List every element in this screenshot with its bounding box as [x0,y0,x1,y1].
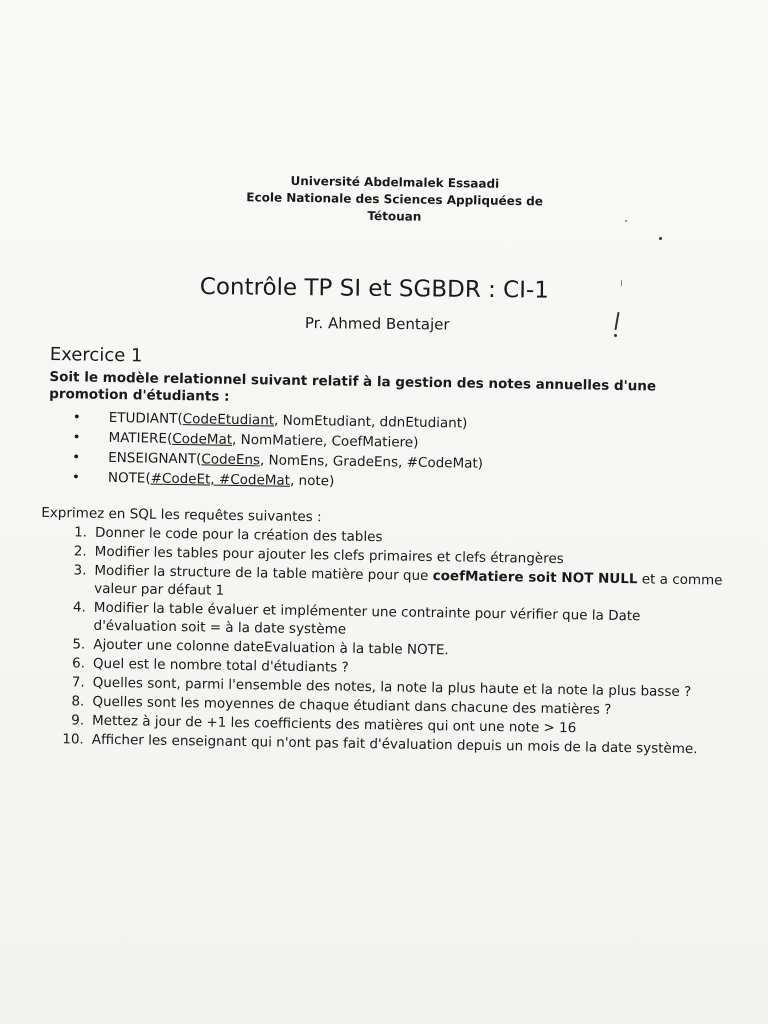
exercise-intro: Soit le modèle relationnel suivant relatif à la gestion des notes annuelles d'une promotion d'étudiants : [49,368,657,405]
question-number: 9. [71,712,85,729]
question-text: Ajouter une colonne dateEvaluation à la table NOTE. [93,636,449,659]
bullet-icon: • [72,409,81,426]
questions-prompt: Exprimez en SQL les requêtes suivantes : [41,504,322,526]
question-number: 10. [62,731,84,748]
bullet-icon: • [72,429,81,446]
question-number: 5. [72,636,86,653]
relation-key: CodeEns [201,451,261,469]
relation-key: CodeMat [172,430,233,448]
question-text: Modifier la table évaluer et implémenter une contrainte pour vérifier que la Date d'évaluation soit = à la date système [93,599,641,638]
exercise-block [41,344,740,760]
scan-mark [625,220,627,222]
school-name: Ecole Nationale des Sciences Appliquées de [246,190,544,209]
scan-mark [614,334,617,337]
question-text: Quelles sont les moyennes de chaque étudiant dans chacune des matières ? [92,693,612,718]
bullet-icon: • [71,469,81,486]
question-number: 3. [73,562,87,579]
exercise-heading: Exercice 1 [49,344,143,367]
question-text: Donner le code pour la création des tables [94,524,383,546]
relation-attributes: , NomMatiere, CoefMatiere) [231,431,419,451]
relation-name: ENSEIGNANT( [108,449,202,468]
relation-name: NOTE( [107,469,151,487]
question-text: Quelles sont, parmi l'ensemble des notes, la note la plus haute et la note la plus basse ? [92,674,692,701]
question-emphasis: coefMatiere soit NOT NULL [432,568,638,588]
relation-name: ETUDIANT( [108,409,183,428]
relation-key: #CodeEt, #CodeMat [150,470,291,489]
question-text-end: et a comme valeur par défaut 1 [94,571,723,599]
question-text: Afficher les enseignant qui n'ont pas fait d'évaluation depuis un mois de la date système. [91,731,698,758]
scan-mark [621,280,622,286]
university-name: Université Abdelmalek Essaadi [290,173,500,191]
city-name: Tétouan [367,208,422,224]
question-number: 6. [71,655,86,672]
question-text: Modifier les tables pour ajouter les clefs primaires et clefs étrangères [94,543,564,568]
question-number: 1. [74,524,88,541]
question-number: 2. [73,543,87,560]
relation-attributes: , note) [289,472,335,490]
question-number: 7. [71,674,85,691]
institution-header [229,172,560,228]
relation-name: MATIERE( [108,429,173,447]
question-text: Quel est le nombre total d'étudiants ? [92,655,349,676]
question-text: Mettez à jour de +1 les coefficients des matières qui ont une note > 16 [91,712,577,737]
relations-list [48,407,739,498]
relation-attributes: , NomEtudiant, ddnEtudiant) [273,412,468,432]
scan-mark [614,312,619,330]
scan-mark [659,237,662,240]
question-number: 8. [71,693,85,710]
questions-list [44,523,737,759]
bullet-icon: • [72,449,81,466]
relation-attributes: , NomEns, GradeEns, #CodeMat) [259,452,484,472]
question-text-start: Modifier la structure de la table matière pour que [94,562,433,585]
question-number: 4. [72,599,86,616]
page-title: Contrôle TP SI et SGBDR : CI-1 [199,274,550,304]
author-name: Pr. Ahmed Bentajer [304,314,450,334]
relation-key: CodeEtudiant [182,411,275,429]
